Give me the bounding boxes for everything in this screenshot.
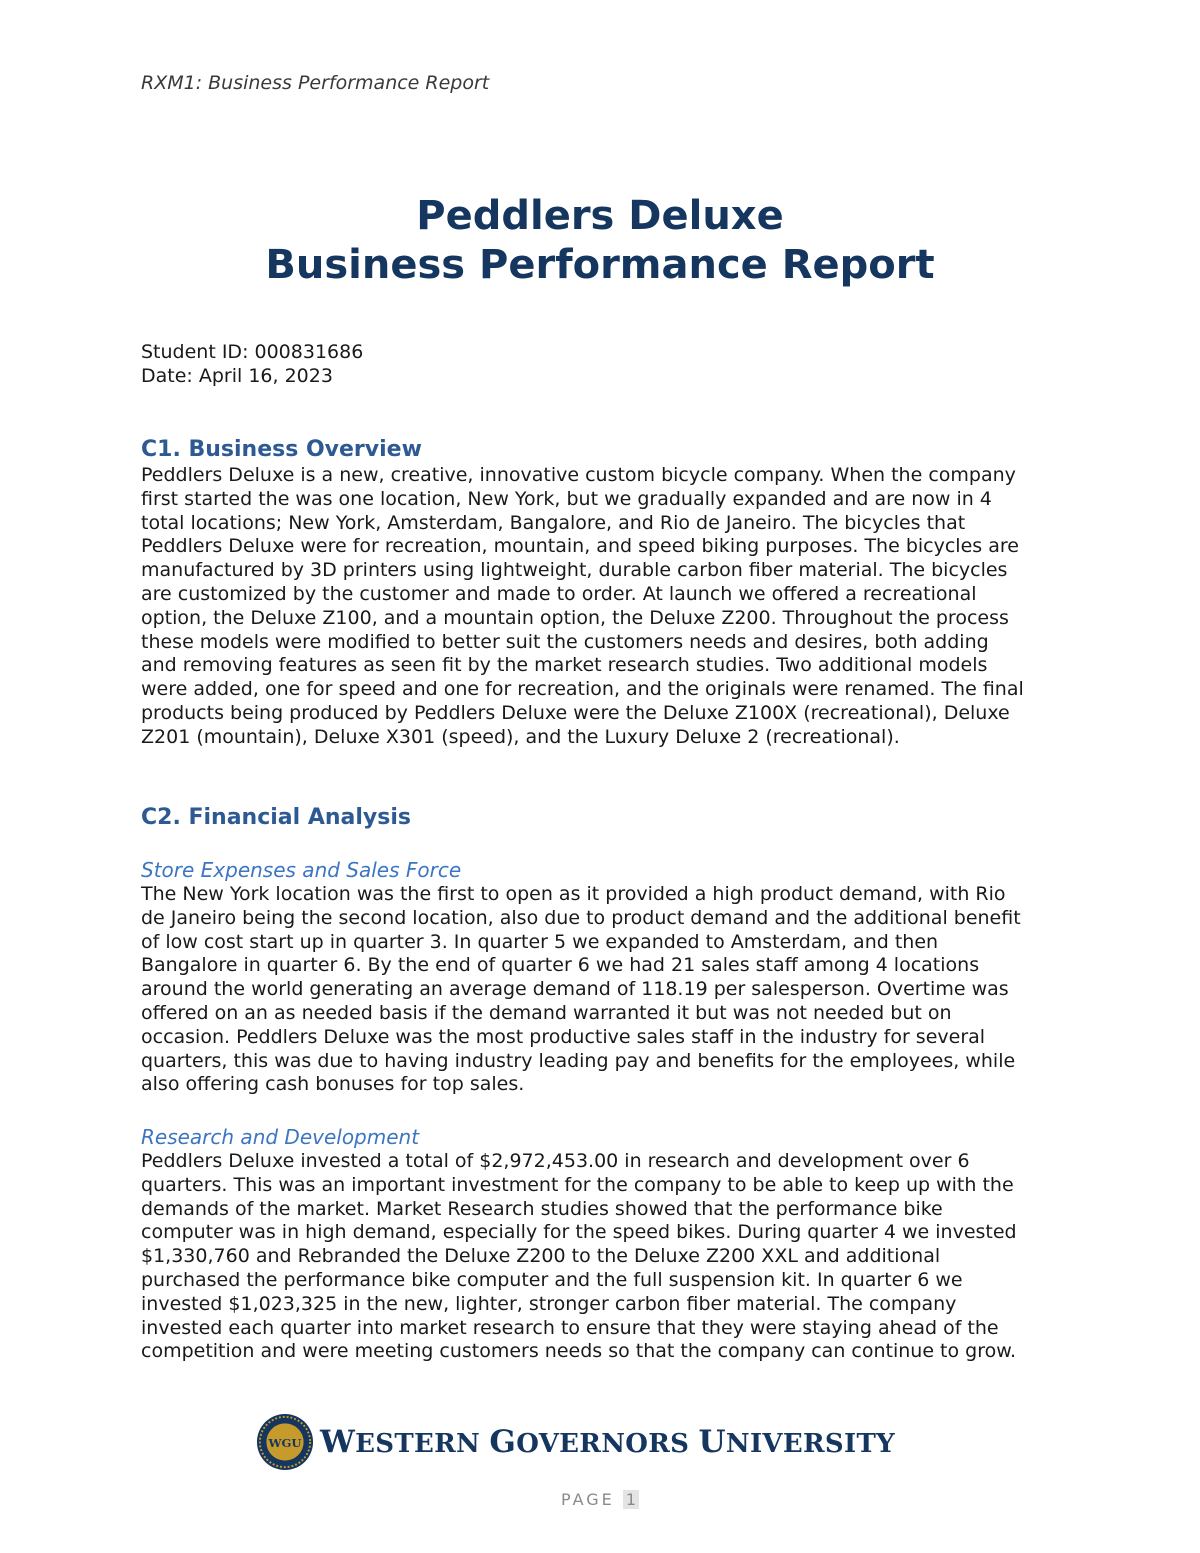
section-heading-c1: C1. Business Overview [141, 437, 422, 462]
document-meta [141, 340, 363, 388]
university-seal-icon [256, 1413, 314, 1471]
university-logo [256, 1410, 895, 1474]
running-header: RXM1: Business Performance Report [141, 72, 490, 94]
seal-monogram: WGU [268, 1435, 302, 1450]
page-number: PAGE 1 [0, 1490, 1200, 1509]
title-line-1: Peddlers Deluxe [416, 193, 784, 239]
body-research-development: Peddlers Deluxe invested a total of $2,972,453.00 in research and development over 6 quarters. This was an important investment for the company to be able to keep up with the demands of the market. Market Research studies showed that the performance bike computer was in high demand, especially for the speed bikes. During quarter 4 we invested $1,330,760 and Rebranded the Deluxe Z200 to the Deluxe Z200 XXL and additional purchased the performance bike computer and the full suspension kit. In quarter 6 we invested $1,023,325 in the new, lighter, stronger carbon fiber material. The company invested each quarter into market research to ensure that they were staying ahead of the competition and were meeting customers needs so that the company can continue to grow. [141, 1150, 1017, 1363]
university-wordmark: WESTERN GOVERNORS UNIVERSITY [320, 1424, 895, 1460]
student-id: Student ID: 000831686 [141, 341, 364, 363]
subheading-research-development: Research and Development [141, 1125, 420, 1149]
report-date: Date: April 16, 2023 [141, 365, 333, 387]
page-number-value: 1 [623, 1490, 639, 1509]
section-body-c1: Peddlers Deluxe is a new, creative, innovative custom bicycle company. When the company first started the was one location, New York, but we gradually expanded and are now in 4 total locations; New York, Amsterdam, Bangalore, and Rio de Janeiro. The bicycles that Peddlers Deluxe were for recreation, mountain, and speed biking purposes. The bicycles are manufactured by 3D printers using lightweight, durable carbon fiber material. The bicycles are customized by the customer and made to order. At launch we offered a recreational option, the Deluxe Z100, and a mountain option, the Deluxe Z200. Throughout the process these models were modified to better suit the customers needs and desires, both adding and removing features as seen fit by the market research studies. Two additional models were added, one for speed and one for recreation, and the originals were renamed. The final products being produced by Peddlers Deluxe were the Deluxe Z100X (recreational), Deluxe Z201 (mountain), Deluxe X301 (speed), and the Luxury Deluxe 2 (recreational). [141, 464, 1024, 748]
subheading-store-expenses: Store Expenses and Sales Force [141, 858, 462, 882]
body-store-expenses: The New York location was the first to open as it provided a high product demand, with Rio de Janeiro being the second location, also due to product demand and the additional benefit of low cost start up in quarter 3. In quarter 5 we expanded to Amsterdam, and then Bangalore in quarter 6. By the end of quarter 6 we had 21 sales staff among 4 locations around the world generating an average demand of 118.19 per salesperson. Overtime was offered on an as needed basis if the demand warranted it but was not needed but on occasion. Peddlers Deluxe was the most productive sales staff in the industry for several quarters, this was due to having industry leading pay and benefits for the employees, while also offering cash bonuses for top sales. [141, 883, 1021, 1096]
document-title [0, 192, 1200, 290]
title-line-2: Business Performance Report [265, 242, 935, 288]
section-heading-c2: C2. Financial Analysis [141, 805, 411, 830]
